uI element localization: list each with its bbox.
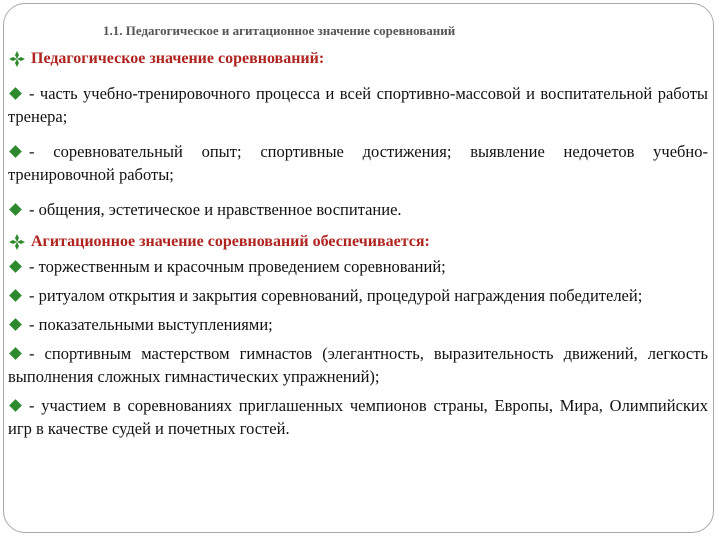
list-item-text: - участием в соревнованиях приглашенных чемпионов страны, Европы, Мира, Олимпийских игр в качестве судей и почетных гостей.	[8, 396, 708, 438]
list-item-text: - спортивным мастерством гимнастов (элегантность, выразительность движений, легкость выполнения сложных гимнастических упражнений);	[8, 344, 708, 386]
four-leaf-diamond-icon	[8, 231, 26, 253]
diamond-bullet-icon	[9, 289, 22, 302]
list-item	[8, 342, 708, 388]
list-item	[8, 255, 708, 278]
slide-content	[8, 48, 708, 440]
diamond-bullet-icon	[9, 399, 22, 412]
list-item-text: - общения, эстетическое и нравственное воспитание.	[29, 200, 402, 219]
four-leaf-diamond-icon	[8, 48, 26, 70]
section-heading-text: Педагогическое значение соревнований:	[31, 50, 325, 67]
list-item-text: - соревновательный опыт; спортивные достижения; выявление недочетов учебно-тренировочной работы;	[8, 142, 708, 184]
diamond-bullet-icon	[9, 203, 22, 216]
list-item	[8, 313, 708, 336]
section-heading-agitational	[8, 231, 708, 253]
list-item-text: - показательными выступлениями;	[29, 315, 273, 334]
diamond-bullet-icon	[9, 318, 22, 331]
section-heading-text: Агитационное значение соревнований обеспечивается:	[31, 233, 430, 250]
list-item-text: - ритуалом открытия и закрытия соревнований, процедурой награждения победителей;	[29, 286, 643, 305]
diamond-bullet-icon	[9, 87, 22, 100]
list-item	[8, 394, 708, 440]
list-item	[8, 140, 708, 186]
list-item-text: - торжественным и красочным проведением соревнований;	[29, 257, 446, 276]
diamond-bullet-icon	[9, 347, 22, 360]
list-item	[8, 284, 708, 307]
diamond-bullet-icon	[9, 145, 22, 158]
slide-title: 1.1. Педагогическое и агитационное значение соревнований	[103, 23, 456, 38]
section-heading-pedagogical	[8, 48, 708, 70]
list-item	[8, 198, 708, 221]
list-item	[8, 82, 708, 128]
diamond-bullet-icon	[9, 260, 22, 273]
list-item-text: - часть учебно-тренировочного процесса и всей спортивно-массовой и воспитательной работы тренера;	[8, 84, 708, 126]
